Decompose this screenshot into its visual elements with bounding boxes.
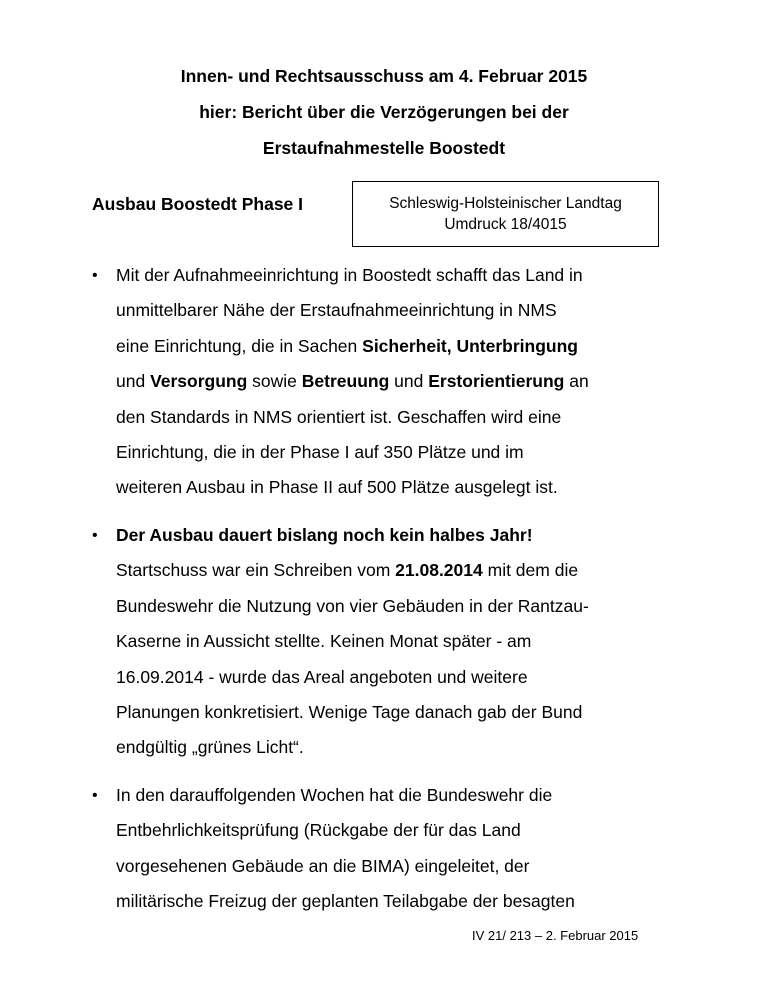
text-line: unmittelbarer Nähe der Erstaufnahmeeinrichtung in NMS	[116, 300, 557, 321]
text-line: 16.09.2014 - wurde das Areal angeboten und weitere	[116, 666, 528, 687]
stamp-line-1: Schleswig-Holsteinischer Landtag	[389, 195, 622, 212]
bullet-2-text	[116, 518, 676, 766]
emphasis-versorgung: Versorgung	[150, 371, 248, 392]
text-run: und	[389, 371, 429, 392]
text-line: endgültig „grünes Licht“.	[116, 737, 304, 758]
text-line: den Standards in NMS orientiert ist. Geschaffen wird eine	[116, 406, 562, 427]
text-line	[116, 553, 676, 588]
bullet-3-text	[116, 778, 676, 920]
text-line: Entbehrlichkeitsprüfung (Rückgabe der für das Land	[116, 820, 521, 841]
bullet-2-headline: Der Ausbau dauert bislang noch kein halbes Jahr!	[116, 525, 533, 545]
emphasis-date: 21.08.2014	[395, 560, 483, 581]
text-run: eine Einrichtung, die in Sachen	[116, 335, 363, 356]
text-line: Einrichtung, die in der Phase I auf 350 Plätze und im	[116, 442, 524, 463]
bullet-marker: •	[92, 527, 98, 544]
text-line: In den darauffolgenden Wochen hat die Bundeswehr die	[116, 785, 553, 805]
page-footer: IV 21/ 213 – 2. Februar 2015	[472, 928, 639, 943]
text-line	[116, 364, 676, 399]
bullet-1-text	[116, 258, 676, 506]
document-title-line-2: hier: Bericht über die Verzögerungen bei der	[199, 102, 569, 122]
text-line: Bundeswehr die Nutzung von vier Gebäuden in der Rantzau-	[116, 595, 589, 616]
text-run: und	[116, 371, 151, 392]
emphasis-betreuung: Betreuung	[301, 371, 390, 392]
section-heading: Ausbau Boostedt Phase I	[92, 194, 304, 214]
text-line: vorgesehenen Gebäude an die BIMA) eingeleitet, der	[116, 855, 530, 876]
text-line: militärische Freizug der geplanten Teilabgabe der besagten	[116, 891, 575, 912]
bullet-marker: •	[92, 267, 98, 284]
text-run: an	[564, 371, 589, 392]
text-line: Kaserne in Aussicht stellte. Keinen Monat später - am	[116, 631, 532, 652]
document-title-line-1: Innen- und Rechtsausschuss am 4. Februar 2015	[180, 66, 588, 86]
text-line: Mit der Aufnahmeeinrichtung in Boostedt schafft das Land in	[116, 265, 583, 285]
bullet-marker: •	[92, 787, 98, 804]
text-line	[116, 329, 676, 364]
landtag-stamp	[352, 181, 659, 247]
stamp-line-2: Umdruck 18/4015	[444, 216, 567, 233]
text-run: Startschuss war ein Schreiben vom	[116, 560, 396, 581]
text-run: mit dem die	[482, 560, 579, 581]
text-run: sowie	[247, 371, 302, 392]
emphasis-erstorientierung: Erstorientierung	[428, 371, 565, 392]
document-title-line-3: Erstaufnahmestelle Boostedt	[262, 138, 506, 158]
emphasis-sicherheit-unterbringung: Sicherheit, Unterbringung	[362, 335, 578, 356]
text-line: weiteren Ausbau in Phase II auf 500 Plätze ausgelegt ist.	[116, 477, 558, 498]
text-line: Planungen konkretisiert. Wenige Tage danach gab der Bund	[116, 702, 583, 723]
